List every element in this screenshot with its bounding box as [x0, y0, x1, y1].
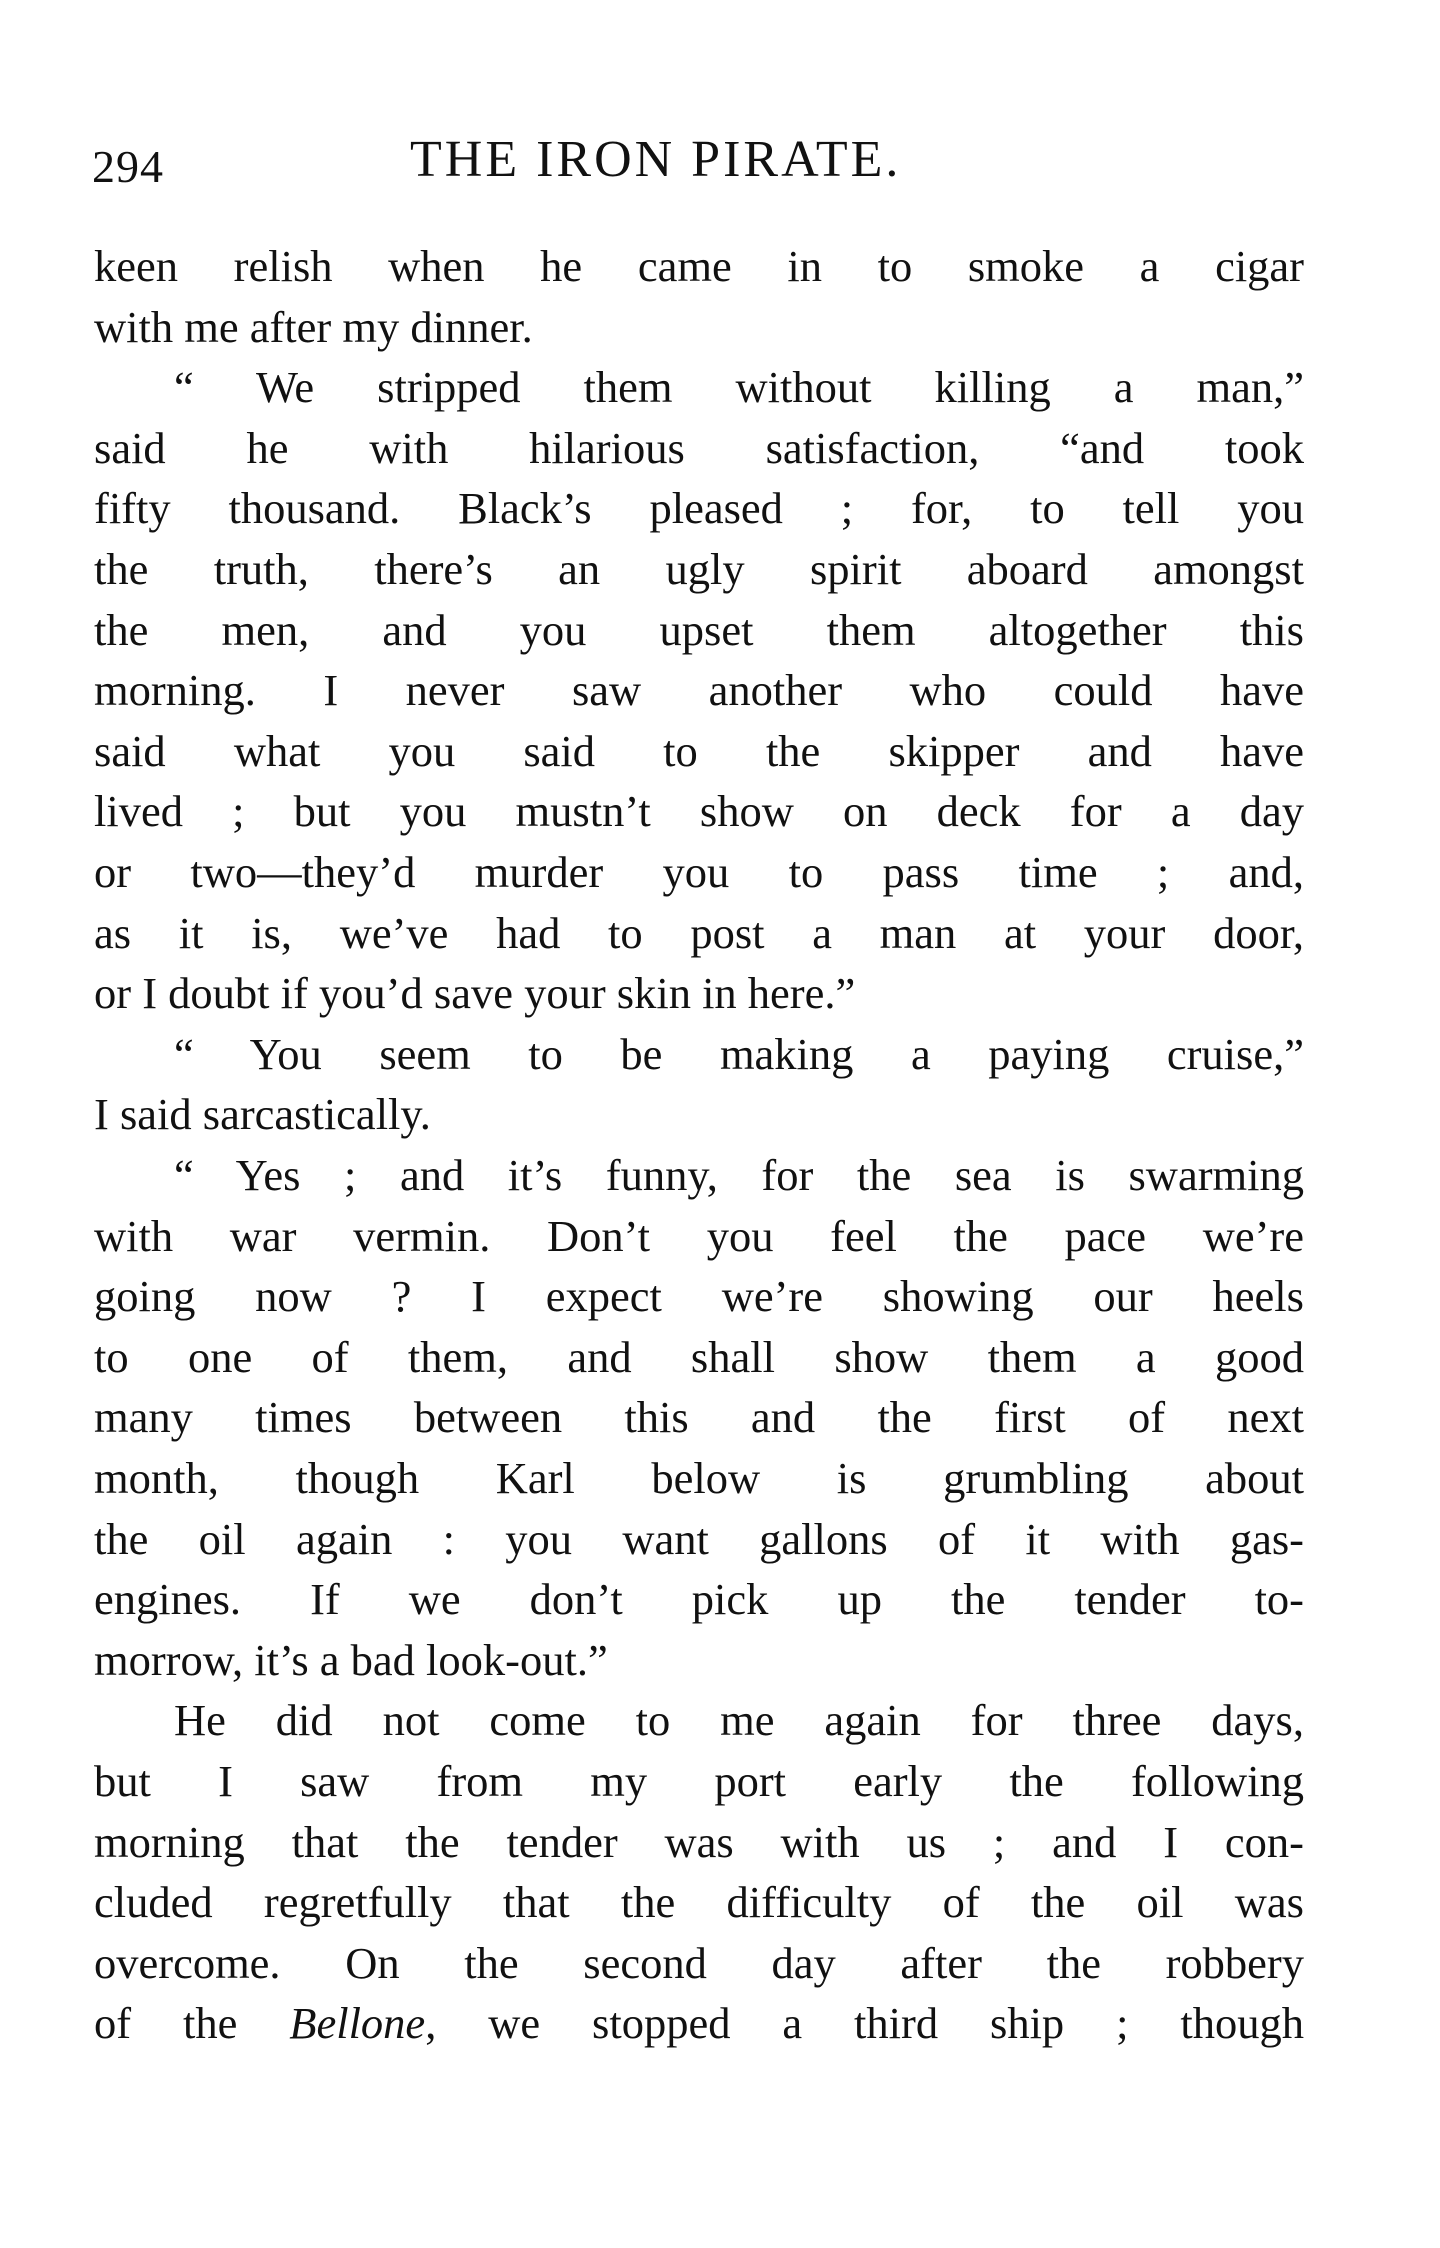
text-line: fifty thousand. Black’s pleased ; for, to tell you: [94, 483, 1304, 534]
text-line: to one of them, and shall show them a good: [94, 1331, 1304, 1382]
text-segment: of the: [94, 1998, 290, 2049]
text-line: with war vermin. Don’t you feel the pace we’re: [94, 1210, 1304, 1261]
text-line: engines. If we don’t pick up the tender to-: [94, 1574, 1304, 1625]
text-line: I said sarcastically.: [94, 1089, 431, 1140]
text-line: going now ? I expect we’re showing our heels: [94, 1271, 1304, 1322]
text-line: month, though Karl below is grumbling about: [94, 1453, 1304, 1503]
text-line: the oil again : you want gallons of it with gas-: [94, 1513, 1304, 1564]
text-line: but I saw from my port early the following: [94, 1756, 1304, 1806]
running-title: THE IRON PIRATE.: [410, 131, 902, 188]
text-line: morrow, it’s a bad look-out.”: [94, 1634, 608, 1685]
text-line: many times between this and the first of next: [94, 1392, 1304, 1443]
italic-ship-name: Bellone: [289, 1998, 426, 2049]
text-line: or I doubt if you’d save your skin in here.”: [94, 968, 856, 1019]
text-line: said what you said to the skipper and have: [94, 725, 1304, 776]
text-line: lived ; but you mustn’t show on deck for a day: [94, 786, 1304, 837]
text-line: morning. I never saw another who could have: [94, 665, 1304, 716]
text-segment: , we stopped a third ship ; though: [425, 1998, 1304, 2049]
text-line: He did not come to me again for three days,: [174, 1695, 1304, 1746]
text-line: overcome. On the second day after the robbery: [94, 1937, 1304, 1988]
text-line: as it is, we’ve had to post a man at your door,: [94, 907, 1304, 958]
text-line: “ We stripped them without killing a man,”: [174, 362, 1304, 413]
text-line: the men, and you upset them altogether this: [94, 604, 1304, 655]
text-line: keen relish when he came in to smoke a cigar: [94, 241, 1304, 291]
text-line: cluded regretfully that the difficulty of the oil was: [94, 1877, 1304, 1928]
text-line: or two—they’d murder you to pass time ; and,: [94, 847, 1304, 897]
page-number: 294: [92, 141, 164, 192]
text-line: morning that the tender was with us ; and I con-: [94, 1816, 1304, 1867]
text-line: with me after my dinner.: [94, 301, 533, 352]
text-line: [94, 1993, 1304, 2053]
text-line: the truth, there’s an ugly spirit aboard amongst: [94, 544, 1304, 594]
text-line: “ You seem to be making a paying cruise,”: [174, 1028, 1304, 1079]
text-line: “ Yes ; and it’s funny, for the sea is swarming: [174, 1150, 1304, 1200]
text-line: said he with hilarious satisfaction, “and took: [94, 422, 1304, 473]
